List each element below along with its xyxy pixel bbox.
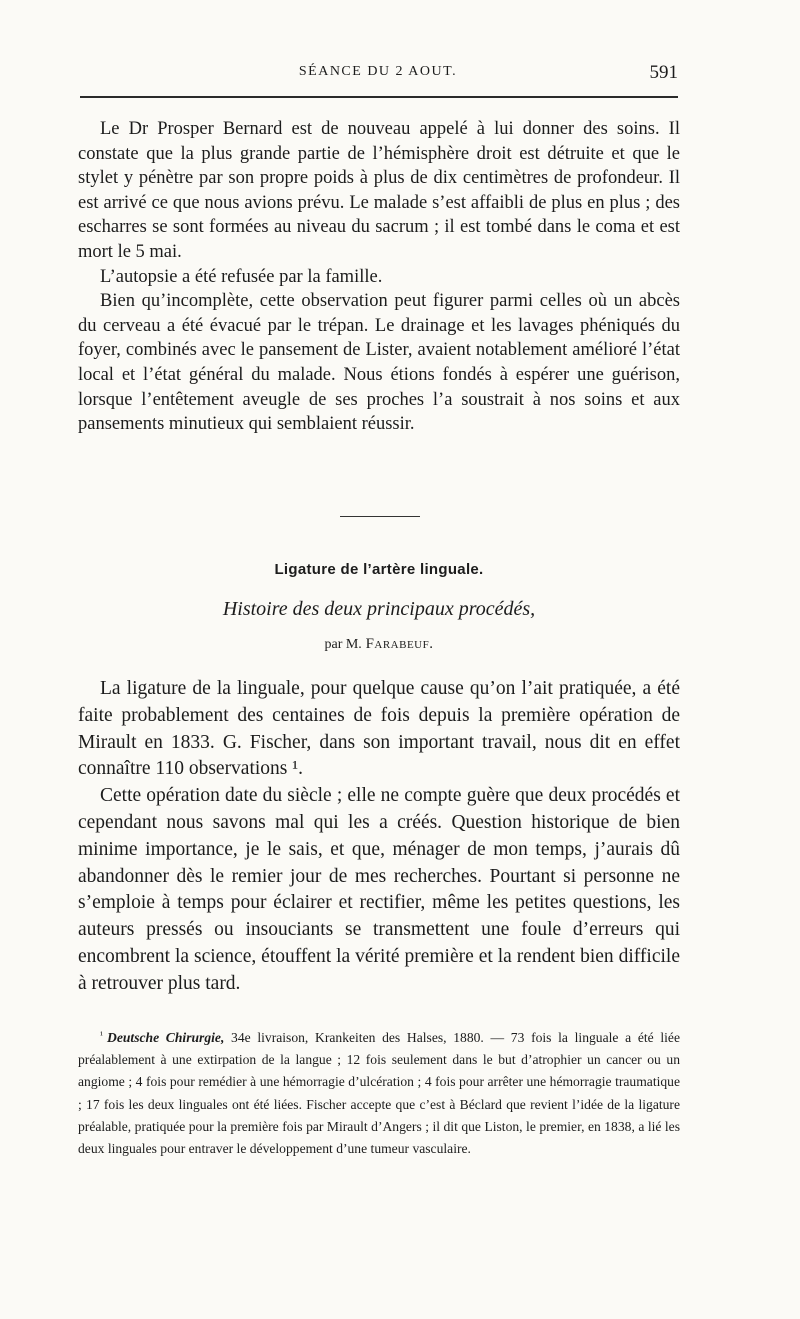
- article-text: [78, 676, 680, 998]
- footnote-mark: ¹: [100, 1030, 103, 1041]
- footnote-source: Deutsche Chirurgie,: [107, 1030, 225, 1045]
- observation-text: [78, 117, 680, 437]
- footnote: [78, 1025, 680, 1160]
- section-separator: [340, 516, 420, 517]
- article-title: Ligature de l’artère linguale.: [274, 561, 484, 578]
- paragraph: L’autopsie a été refusée par la famille.: [100, 266, 383, 287]
- paragraph: Cette opération date du siècle ; elle ne compte guère que deux procédés et cependant nous savons mal qui les a créés. Question historique de bien minime importance, je le sais, et que, ménager de mon temps, j’aurais dû abandonner dès le remier jour de mes recherches. Pourtant si personne ne s’emploie à temps pour éclairer et rectifier, même les petites questions, les auteurs pressés ou insouciants se transmettent une foule d’erreurs qui encombrent la science, étouffent la vérité première et la rendent bien difficile à retrouver plus tard.: [78, 785, 680, 994]
- running-head: [78, 62, 678, 88]
- paragraph: Le Dr Prosper Bernard est de nouveau appelé à lui donner des soins. Il constate que la plus grande partie de l’hémisphère droit est détruite et que le stylet y pénètre par son propre poids à plus de dix centimètres de profondeur. Il est arrivé ce que nous avions prévu. Le malade s’est affaibli de plus en plus ; des escharres se sont formées au niveau du sacrum ; il est tombé dans le coma et est mort le 5 mai.: [78, 119, 680, 262]
- article-author: [78, 636, 680, 653]
- footnote-text: 34e livraison, Krankeiten des Halses, 1880. — 73 fois la linguale a été liée préalablement à une extirpation de la langue ; 12 fois seulement dans le but d’atrophier un cancer ou un angiome ; 4 fois pour remédier à une hémorragie d’ulcération ; 4 fois pour arrêter une hémorragie traumatique ; 17 fois les deux linguales ont été liées. Fischer accepte que c’est à Béclard que revient l’idée de la ligature préalable, pratiquée pour la première fois par Mirault d’Angers ; il dit que Liston, le premier, en 1838, a lié les deux linguales pour entraver le développement d’une tumeur vasculaire.: [78, 1030, 680, 1157]
- author-prefix: par M.: [324, 637, 362, 652]
- paragraph: La ligature de la linguale, pour quelque cause qu’on l’ait pratiquée, a été faite probablement des centaines de fois depuis la première opération de Mirault en 1833. G. Fischer, dans son important travail, nous dit en effet connaître 110 observations ¹.: [78, 678, 680, 780]
- paragraph: Bien qu’incomplète, cette observation peut figurer parmi celles où un abcès du cerveau a été évacué par le trépan. Le drainage et les lavages phéniqués du foyer, combinés avec le pansement de Lister, avaient notablement amélioré l’état local et l’état général du malade. Nous étions fondés à espérer une guérison, lorsque l’entêtement aveugle de ses proches l’a soustrait à nos soins et aux pansements minutieux qui semblaient réussir.: [78, 291, 680, 435]
- page-number: 591: [649, 62, 678, 83]
- article-subtitle: Histoire des deux principaux procédés,: [222, 598, 536, 620]
- header-rule: [80, 96, 678, 98]
- running-title: SÉANCE DU 2 AOUT.: [298, 64, 458, 79]
- author-name: Farabeuf.: [365, 636, 434, 652]
